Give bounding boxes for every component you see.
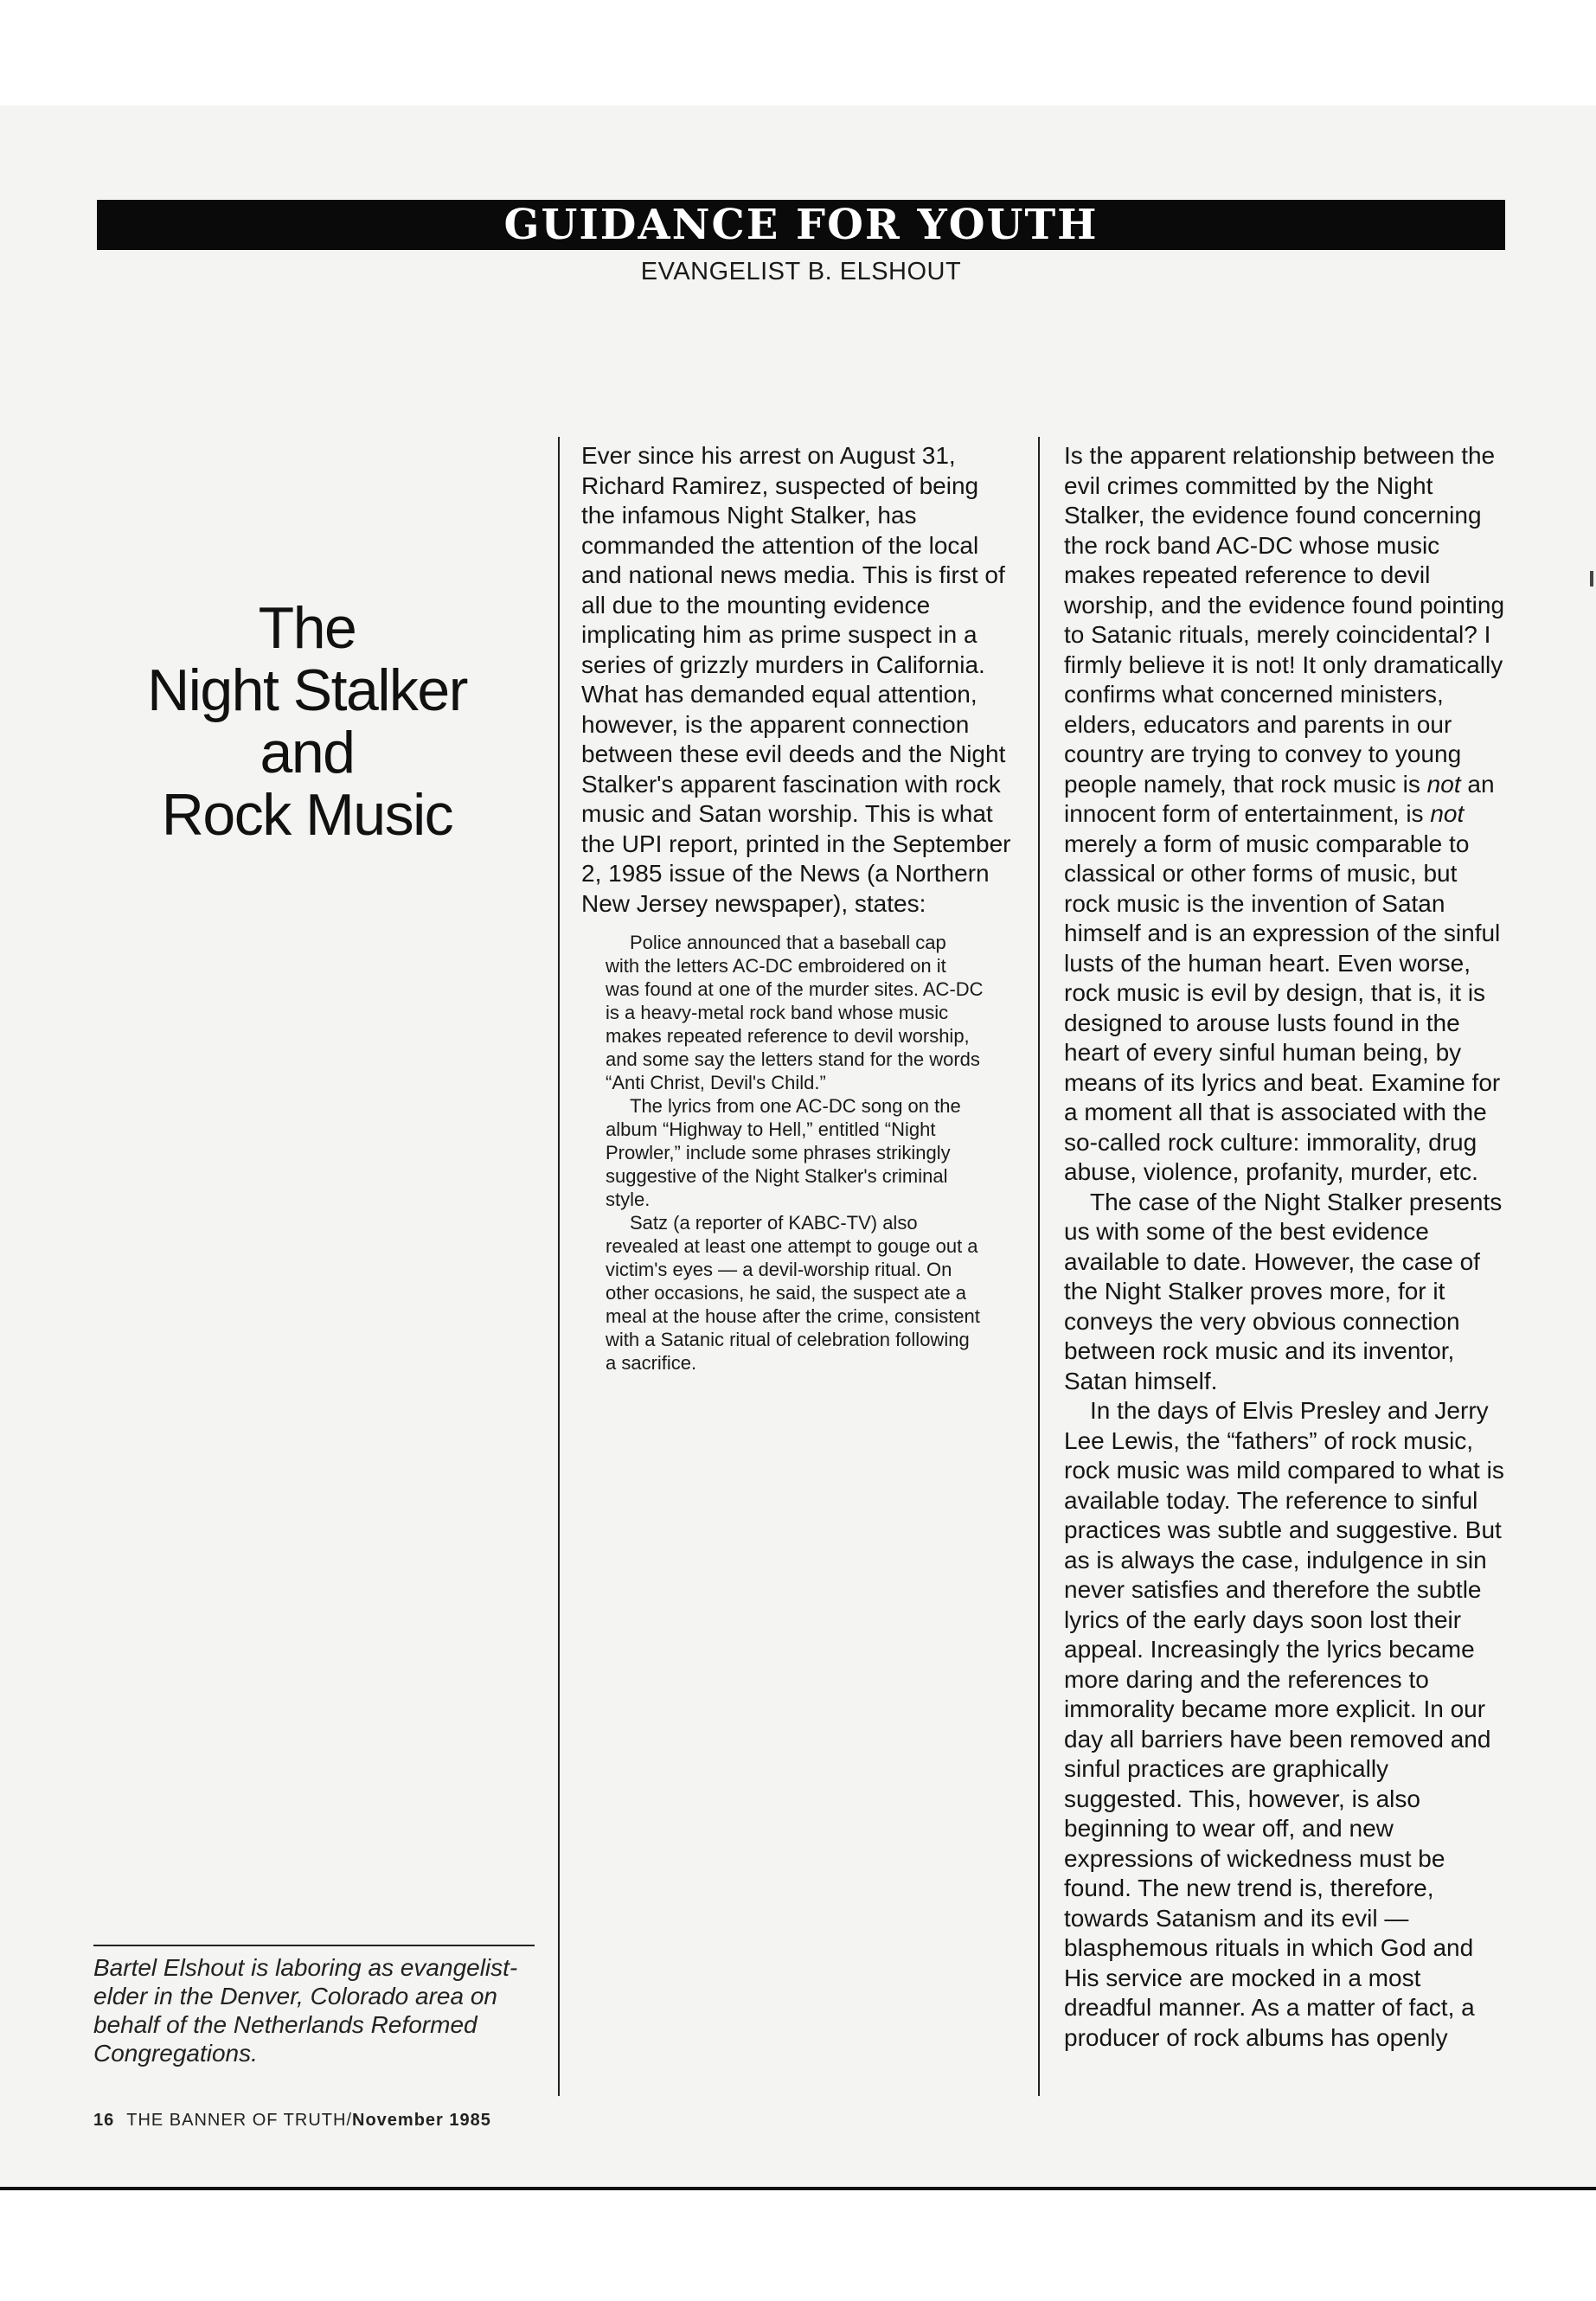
byline: EVANGELIST B. ELSHOUT [640,258,962,285]
title-line: Night Stalker [147,657,467,723]
column-right [1064,441,1505,2053]
section-banner: GUIDANCE FOR YOUTH [97,200,1505,250]
column-middle [581,441,1014,1375]
article-title [121,597,493,846]
column-divider-right [1038,437,1040,2096]
title-line: Rock Music [161,782,453,848]
emphasis: not [1430,800,1465,827]
title-line: The [258,595,356,661]
page-bottom-rule [0,2187,1596,2190]
page-edge-mark [1590,571,1593,586]
body-paragraph: The case of the Night Stalker presents us with some of the best evidence available to date. However, the case of the Night Stalker proves more, for it conveys the very obvious connection between rock music and its inventor, Satan himself. [1064,1188,1503,1394]
quote-paragraph: Satz (a reporter of KABC-TV) also revealed at least one attempt to gouge out a victim's eyes — a devil-worship ritual. On other occasions, he said, the suspect ate a meal at the house after the crime, consistent with a Satanic ritual of celebration following a sacrifice. [606,1212,980,1374]
emphasis: not [1426,770,1461,798]
quote-paragraph: Police announced that a baseball cap with the letters AC-DC embroidered on it was found at one of the murder sites. AC-DC is a heavy-metal rock band whose music makes repeated reference to devil worship, and some say the letters stand for the words “Anti Christ, Devil's Child.” [606,932,984,1093]
title-line: and [260,720,355,785]
page-number: 16 [93,2111,115,2130]
intro-paragraph: Ever since his arrest on August 31, Richard Ramirez, suspected of being the infamous Night Stalker, has commanded the attention of the local and national news media. This is first of all due to the mounting evidence implicating him as prime suspect in a series of grizzly murders in California. What has demanded equal attention, however, is the apparent connection between these evil deeds and the Night Stalker's apparent fascination with rock music and Satan worship. This is what the UPI report, printed in the September 2, 1985 issue of the News (a Northern New Jersey newspaper), states: [581,442,1011,917]
page-footer [93,2111,491,2131]
body-paragraph: In the days of Elvis Presley and Jerry Lee Lewis, the “fathers” of rock music, rock music was mild compared to what is available today. The reference to sinful practices was subtle and suggestive. But as is always the case, indulgence in sin never satisfies and therefore the subtle lyrics of the early days soon lost their appeal. Increasingly the lyrics became more daring and the references to immorality became more explicit. In our day all barriers have been removed and sinful practices are graphically suggested. This, however, is also beginning to wear off, and new expressions of wickedness must be found. The new trend is, therefore, towards Satanism and its evil — blasphemous rituals in which God and His service are mocked in a most dreadful manner. As a matter of fact, a producer of rock albums has openly [1064,1397,1504,2051]
author-note: Bartel Elshout is laboring as evangelist-elder in the Denver, Colorado area on behalf of the Netherlands Reformed Congregations. [93,1954,518,2067]
issue-date: November 1985 [352,2111,491,2130]
blockquote-upi-report [606,931,984,1375]
body-paragraph: Is the apparent relationship between the evil crimes committed by the Night Stalker, the evidence found concerning the rock band AC-DC whose music makes repeated reference to devil worship, and the evidence found pointing to Satanic rituals, merely coincidental? I firmly believe it is not! It only dramatically confirms what concerned ministers, elders, educators and parents in our country are trying to convey to young people namely, that rock music is not an innocent form of entertainment, is not merely a form of music comparable to classical or other forms of music, but rock music is the invention of Satan himself and is an expression of the sinful lusts of the human heart. Even worse, rock music is evil by design, that is, it is designed to arouse lusts found in the heart of every sinful human being, by means of its lyrics and beat. Examine for a moment all that is associated with the so-called rock culture: immorality, drug abuse, violence, profanity, murder, etc. [1064,442,1505,1185]
quote-paragraph: The lyrics from one AC-DC song on the album “Highway to Hell,” entitled “Night Prowler,” include some phrases strikingly suggestive of the Night Stalker's criminal style. [606,1095,961,1210]
footer-separator: / [346,2111,353,2130]
magazine-name: THE BANNER OF TRUTH [126,2111,347,2130]
author-note-rule [93,1945,535,1946]
column-divider-left [558,437,560,2096]
